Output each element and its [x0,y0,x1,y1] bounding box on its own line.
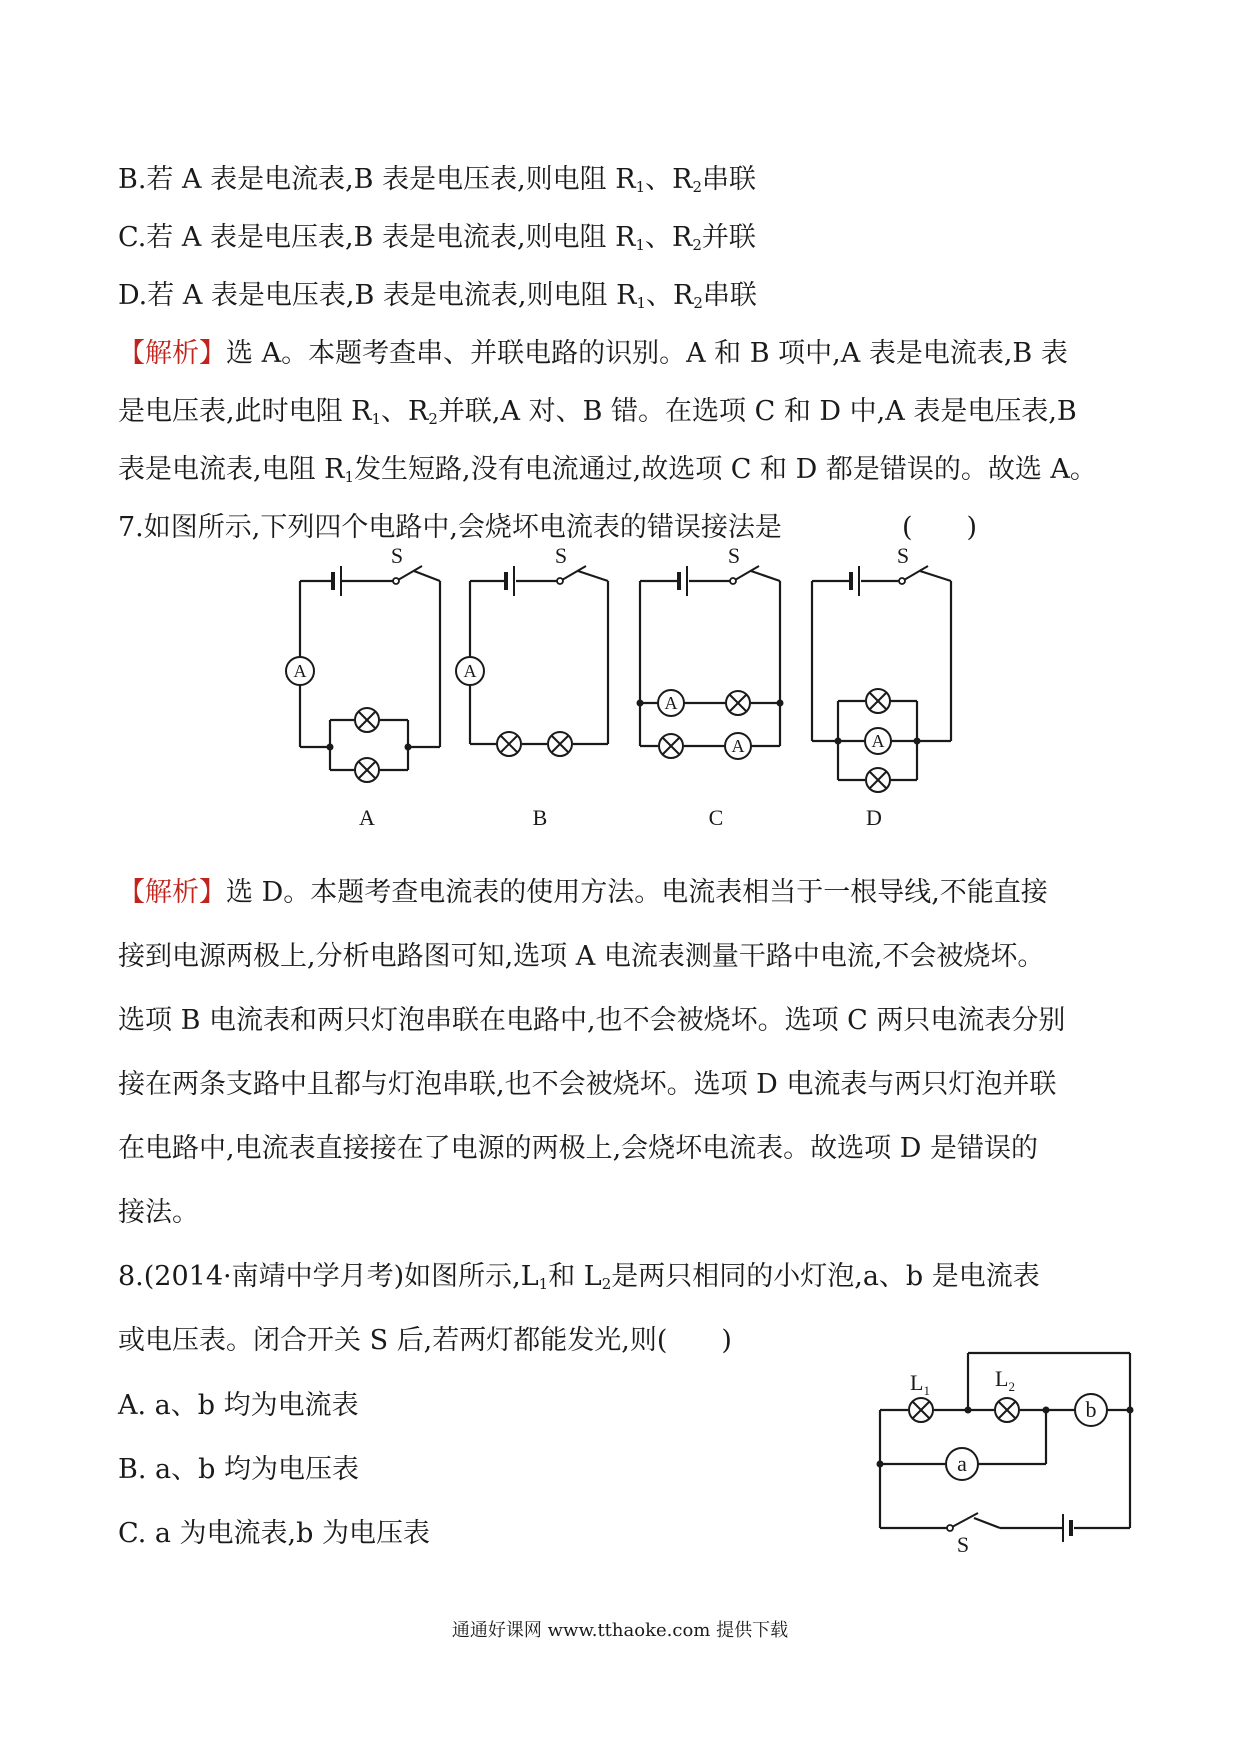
switch-s-label: S [956,1532,970,1557]
circuit-c-letter: C [708,805,724,830]
circuit-b-switch-label: S [554,543,568,568]
circuit-a-switch-label: S [390,543,404,568]
q6-analysis-line-2: 是电压表,此时电阻 $R_1$、$R_2$并联,A 对、B 错。在选项 C 和 D 中,A 表是电压表,B [118,396,1077,428]
q8-option-a: A. a、b 均为电流表 [118,1390,359,1421]
q7-analysis-line-1: 【解析】选 D。本题考查电流表的使用方法。电流表相当于一根导线,不能直接 [118,877,1048,908]
l1-label: $L_1$ [910,1370,930,1398]
q7-stem: 7.如图所示,下列四个电路中,会烧坏电流表的错误接法是 [118,512,782,543]
circuit-d-switch-label: S [896,543,910,568]
q7-analysis-line-4: 接在两条支路中且都与灯泡串联,也不会被烧坏。选项 D 电流表与两只灯泡并联 [118,1069,1057,1100]
circuit-b-meter-label: A [463,661,477,681]
q7-answer-paren: ( ) [902,512,978,543]
q8-stem-line-2: 或电压表。闭合开关 S 后,若两灯都能发光,则( ) [118,1325,732,1356]
circuit-d-letter: D [866,805,882,830]
circuit-a-meter-label: A [293,661,307,681]
q8-stem-line-1: 8.(2014·南靖中学月考)如图所示$,L_1$和 $L_2$是两只相同的小灯泡,a、b 是电流表 [118,1261,1040,1293]
l2-label: $L_2$ [995,1366,1015,1394]
q7-analysis-line-3: 选项 B 电流表和两只灯泡串联在电路中,也不会被烧坏。选项 C 两只电流表分别 [118,1005,1066,1036]
q6-option-c: C.若 A 表是电压表,B 表是电流表,则电阻 $R_1$、$R_2$并联 [118,222,756,254]
circuit-c-meter-label-1: A [664,693,678,713]
analysis-tag: 【解析】 [118,877,226,908]
q6-option-b: B.若 A 表是电流表,B 表是电压表,则电阻 $R_1$、$R_2$串联 [118,164,757,196]
meter-b-label: b [1085,1397,1097,1422]
circuit-b-letter: B [532,805,548,830]
page-footer: 通通好课网 www.tthaoke.com 提供下载 [451,1620,789,1641]
circuit-c-meter-label-2: A [731,736,745,756]
q6-option-d: D.若 A 表是电压表,B 表是电流表,则电阻 $R_1$、$R_2$串联 [118,280,757,312]
bulb-l2-icon [995,1398,1019,1422]
circuit-c-switch-label: S [727,543,741,568]
q7-analysis-line-2: 接到电源两极上,分析电路图可知,选项 A 电流表测量干路中电流,不会被烧坏。 [118,941,1045,972]
circuit-d-meter-label: A [871,731,885,751]
q8-option-c: C. a 为电流表,b 为电压表 [118,1518,430,1549]
q7-analysis-line-5: 在电路中,电流表直接接在了电源的两极上,会烧坏电流表。故选项 D 是错误的 [118,1133,1038,1164]
q6-analysis-line-1: 【解析】选 A。本题考查串、并联电路的识别。A 和 B 项中,A 表是电流表,B 表 [118,338,1068,369]
q6-analysis-line-3: 表是电流表,电阻 $R_1$发生短路,没有电流通过,故选项 C 和 D 都是错误的。故选 A。 [118,454,1097,486]
circuit-a-letter: A [359,805,375,830]
q8-option-b: B. a、b 均为电压表 [118,1454,359,1485]
bulb-l1-icon [909,1398,933,1422]
meter-a-label: a [957,1451,967,1476]
analysis-tag: 【解析】 [118,338,226,369]
q7-analysis-line-6: 接法。 [118,1197,199,1228]
